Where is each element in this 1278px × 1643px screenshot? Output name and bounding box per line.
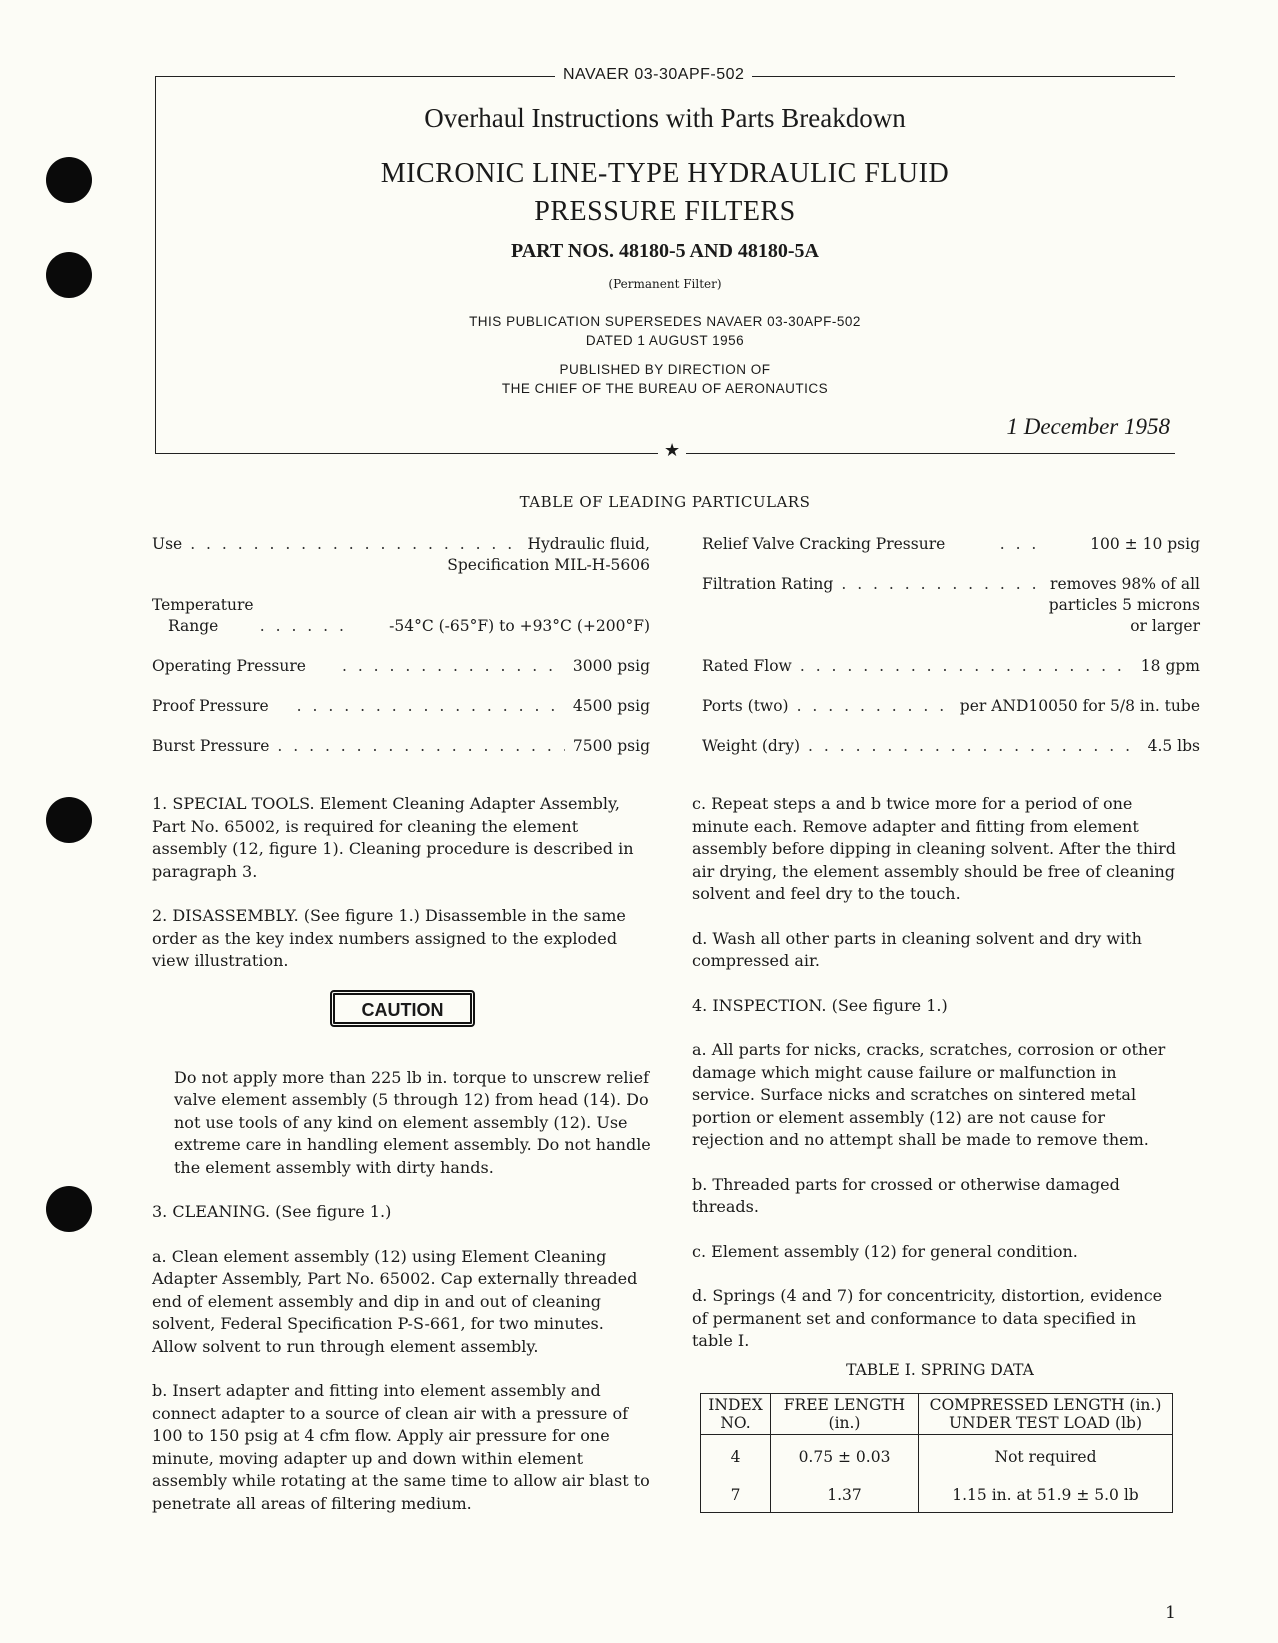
paragraph-inspection-a: a. All parts for nicks, cracks, scratches, corrosion or other damage which might cause failure or malfunction in service. Surface nicks and scratches on sintered metal portion or element assembly (12) are not cause for rejection and no attempt shall be made to remove them. [692, 1040, 1166, 1149]
paragraph-cleaning-a: a. Clean element assembly (12) using Element Cleaning Adapter Assembly, Part No. 65002. Cap externally threaded end of element assembly and dip in and out of cleaning solvent, Federal Specification P-S-661, for two minutes. Allow solvent to run through element assembly. [152, 1246, 638, 1356]
particular-value: 3000 psig [572, 657, 650, 675]
particular-label: Weight (dry) [702, 737, 801, 755]
table-cell: Not required [919, 1435, 1173, 1479]
particular-label: Operating Pressure [152, 657, 306, 675]
title [155, 155, 1175, 231]
paragraph-cleaning-b: b. Insert adapter and fitting into element assembly and connect adapter to a source of clean air with a pressure of 100 to 150 psig at 4 cfm flow. Apply air pressure for one minute, moving adapter up and down within element assembly while rotating at the same time to allow air blast to penetrate all areas of filtering medium. [152, 1381, 650, 1513]
paragraph-inspection-b: b. Threaded parts for crossed or otherwise damaged threads. [692, 1174, 1120, 1216]
caution-badge: CAUTION [330, 990, 475, 1027]
paragraph-inspection-c: c. Element assembly (12) for general condition. [692, 1241, 1078, 1261]
particular-value: removes 98% of all [1050, 575, 1200, 593]
particular-value: -54°C (-65°F) to +93°C (+200°F) [389, 617, 650, 635]
column-header: INDEX NO. [701, 1394, 771, 1435]
binder-hole [46, 1186, 92, 1232]
publication-date: 1 December 1958 [1006, 414, 1170, 439]
right-column [692, 793, 1182, 1375]
published-line: THE CHIEF OF THE BUREAU OF AERONAUTICS [501, 381, 829, 396]
particular-value: 100 ± 10 psig [1090, 535, 1200, 553]
paragraph-inspection: 4. INSPECTION. (See figure 1.) [692, 995, 948, 1015]
caution-text: Do not apply more than 225 lb in. torque to unscrew relief valve element assembly (5 through 12) from head (14). Do not use tools of any kind on element assembly (12). Use extreme care in handling element assembly. Do not handle the element assembly with dirty hands. [174, 1067, 651, 1177]
particular-label: Temperature [152, 596, 254, 614]
spring-data-table [700, 1393, 1173, 1513]
leader-dots [277, 736, 564, 757]
particular-label: Proof Pressure [152, 697, 269, 715]
particular-label: Ports (two) [702, 697, 789, 715]
table-cell: 0.75 ± 0.03 [771, 1435, 919, 1479]
leader-dots [342, 656, 565, 677]
published-by [155, 360, 1175, 398]
particular-value: 18 gpm [1140, 657, 1200, 675]
particular-value: per AND10050 for 5/8 in. tube [959, 697, 1200, 715]
supersedes [155, 312, 1175, 350]
particular-label: Filtration Rating [702, 575, 834, 593]
table-title: TABLE I. SPRING DATA [846, 1361, 1034, 1379]
table-header-row [701, 1394, 1173, 1435]
column-header: COMPRESSED LENGTH (in.) UNDER TEST LOAD (lb) [919, 1394, 1173, 1435]
particulars-right [702, 534, 1200, 757]
column-header: FREE LENGTH (in.) [771, 1394, 919, 1435]
leader-dots [800, 656, 1133, 677]
particular-value: particles 5 microns [1048, 596, 1200, 614]
particular-value: 4.5 lbs [1147, 737, 1200, 755]
binder-hole [46, 252, 92, 298]
leader-dots [297, 696, 565, 717]
particular-value: 4500 psig [572, 697, 650, 715]
star-icon: ★ [658, 440, 686, 461]
table-row [701, 1479, 1173, 1513]
filter-type: (Permanent Filter) [608, 277, 722, 291]
paragraph-special-tools: 1. SPECIAL TOOLS. Element Cleaning Adapter Assembly, Part No. 65002, is required for cleaning the element assembly (12, figure 1). Cleaning procedure is described in paragraph 3. [152, 794, 634, 881]
particular-label: Rated Flow [702, 657, 792, 675]
particular-label: Relief Valve Cracking Pressure [702, 535, 946, 553]
table-cell: 1.15 in. at 51.9 ± 5.0 lb [919, 1479, 1173, 1513]
particular-label: Use [152, 535, 183, 553]
supersedes-line: THIS PUBLICATION SUPERSEDES NAVAER 03-30APF-502 [469, 314, 861, 329]
part-numbers: PART NOS. 48180-5 AND 48180-5A [510, 240, 819, 262]
title-line: MICRONIC LINE-TYPE HYDRAULIC FLUID [380, 158, 950, 189]
doc-number: NAVAER 03-30APF-502 [555, 66, 752, 84]
leader-dots [797, 696, 952, 717]
particulars-left [152, 534, 650, 757]
binder-hole [46, 797, 92, 843]
particular-label: Burst Pressure [152, 737, 270, 755]
paragraph-inspection-d: d. Springs (4 and 7) for concentricity, distortion, evidence of permanent set and conformance to data specified in table I. [692, 1286, 1163, 1350]
particular-label: Range [168, 617, 219, 635]
particular-value: 7500 psig [572, 737, 650, 755]
binder-hole [46, 157, 92, 203]
paragraph-disassembly: 2. DISASSEMBLY. (See figure 1.) Disassemble in the same order as the key index numbers assigned to the exploded view illustration. [152, 906, 626, 970]
table-row [701, 1435, 1173, 1479]
supersedes-line: DATED 1 AUGUST 1956 [585, 333, 745, 348]
published-line: PUBLISHED BY DIRECTION OF [559, 362, 771, 377]
table-cell: 1.37 [771, 1479, 919, 1513]
leader-dots [260, 616, 348, 637]
title-line: PRESSURE FILTERS [534, 196, 796, 227]
page-number: 1 [1165, 1603, 1176, 1623]
particular-value: Hydraulic fluid, [527, 535, 650, 553]
leader-dots [841, 574, 1042, 595]
paragraph-cleaning: 3. CLEANING. (See figure 1.) [152, 1202, 392, 1221]
leader-dots [190, 534, 519, 555]
left-column [152, 793, 652, 1537]
leader-dots [808, 736, 1140, 757]
table-cell: 7 [701, 1479, 771, 1513]
table-cell: 4 [701, 1435, 771, 1479]
paragraph-cleaning-d: d. Wash all other parts in cleaning solvent and dry with compressed air. [692, 928, 1142, 970]
subtitle: Overhaul Instructions with Parts Breakdown [424, 103, 906, 133]
paragraph-cleaning-c: c. Repeat steps a and b twice more for a period of one minute each. Remove adapter and fitting from element assembly before dipping in cleaning solvent. After the third air drying, the element assembly should be free of cleaning solvent and feel dry to the touch. [692, 794, 1177, 903]
particulars-title: TABLE OF LEADING PARTICULARS [519, 493, 811, 511]
particular-value: or larger [1130, 617, 1200, 635]
particular-value: Specification MIL-H-5606 [447, 556, 650, 574]
leader-dots [1000, 534, 1036, 555]
